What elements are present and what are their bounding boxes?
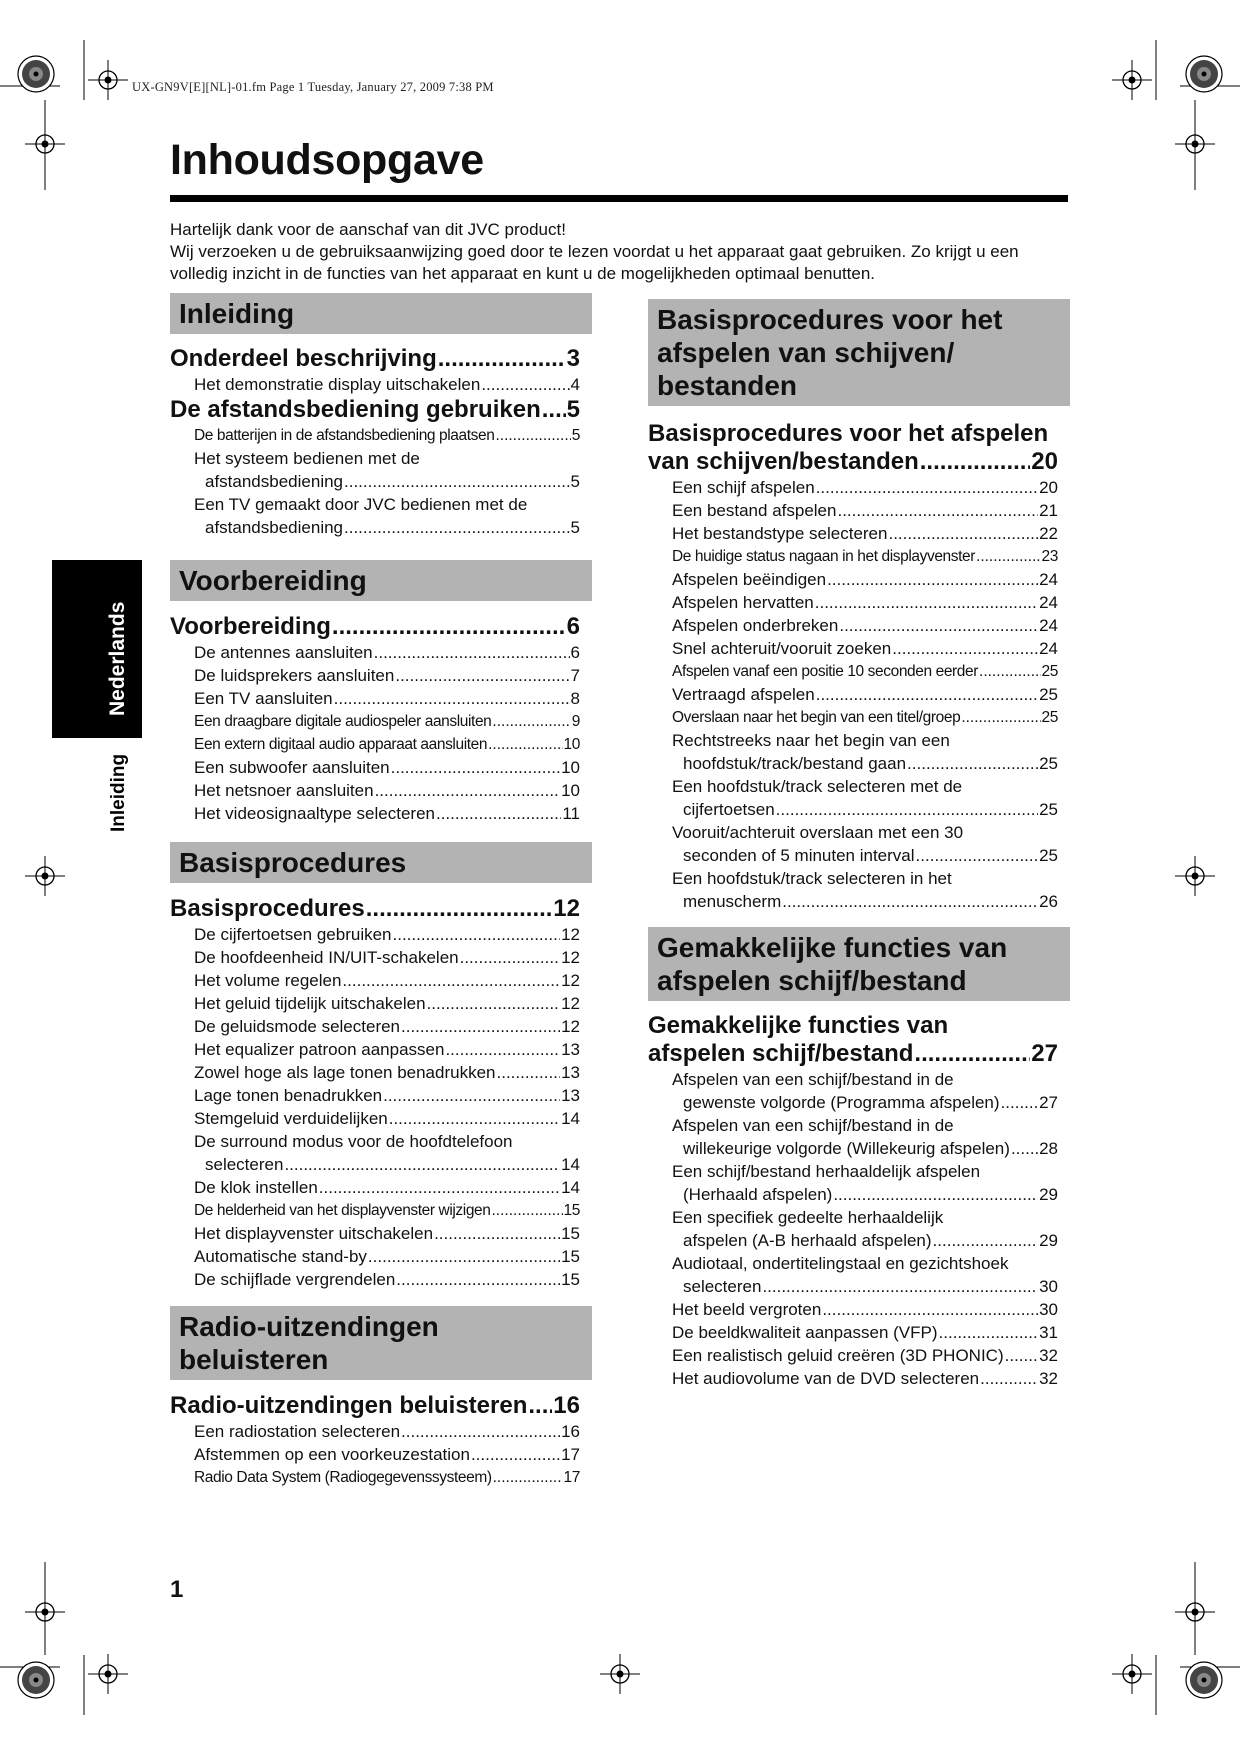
toc-entry[interactable]: afspelen (A-B herhaald afspelen) ..... 29 bbox=[648, 1229, 1058, 1252]
toc-entry[interactable]: Een draagbare digitale audiospeler aansluiten ..... 9 bbox=[170, 710, 580, 733]
toc-entry[interactable]: Het displayvenster uitschakelen ..... 15 bbox=[170, 1222, 580, 1245]
chapter-tab-label: Inleiding bbox=[108, 753, 129, 832]
toc-entry-line[interactable]: Afspelen van een schijf/bestand in de bbox=[672, 1070, 954, 1089]
toc-entry[interactable]: Een radiostation selecteren ..... 16 bbox=[170, 1420, 580, 1443]
registration-crosshair bbox=[25, 856, 65, 896]
section-heading-voorbereiding: Voorbereiding bbox=[170, 560, 592, 601]
toc-entry[interactable]: De afstandsbediening gebruiken ..... 5 bbox=[170, 396, 580, 424]
toc-entry[interactable]: De geluidsmode selecteren ..... 12 bbox=[170, 1015, 580, 1038]
toc-entry[interactable]: Afstemmen op een voorkeuzestation ..... 17 bbox=[170, 1443, 580, 1466]
registration-crosshair bbox=[600, 1654, 640, 1694]
toc-entry[interactable]: gewenste volgorde (Programma afspelen) ..... 27 bbox=[648, 1091, 1058, 1114]
toc-entry[interactable]: De batterijen in de afstandsbediening plaatsen ..... 5 bbox=[170, 424, 580, 447]
toc-entry[interactable]: Het netsnoer aansluiten ..... 10 bbox=[170, 779, 580, 802]
registration-crosshair bbox=[1175, 856, 1215, 896]
toc-entry[interactable]: Overslaan naar het begin van een titel/groep ..... 25 bbox=[648, 706, 1058, 729]
registration-crosshair bbox=[1175, 124, 1215, 164]
toc-entry[interactable]: Een schijf afspelen ..... 20 bbox=[648, 476, 1058, 499]
toc-basisafspelen bbox=[648, 420, 1058, 913]
toc-entry[interactable]: Stemgeluid verduidelijken ..... 14 bbox=[170, 1107, 580, 1130]
section-heading-basisprocedures: Basisprocedures bbox=[170, 842, 592, 883]
toc-basisprocedures bbox=[170, 895, 580, 1291]
toc-entry[interactable]: Het demonstratie display uitschakelen ..... 4 bbox=[170, 373, 580, 396]
toc-entry-line[interactable]: Rechtstreeks naar het begin van een bbox=[672, 731, 950, 750]
toc-entry-line[interactable]: Een specifiek gedeelte herhaaldelijk bbox=[672, 1208, 944, 1227]
toc-entry-line[interactable]: Een TV gemaakt door JVC bedienen met de bbox=[194, 495, 528, 514]
toc-entry[interactable]: Het volume regelen ..... 12 bbox=[170, 969, 580, 992]
registration-rosette bbox=[1186, 56, 1222, 92]
section-heading-radio: Radio-uitzendingen beluisteren bbox=[170, 1306, 592, 1380]
toc-entry[interactable]: De klok instellen ..... 14 bbox=[170, 1176, 580, 1199]
toc-entry[interactable]: Een extern digitaal audio apparaat aansluiten ..... 10 bbox=[170, 733, 580, 756]
toc-entry[interactable]: De huidige status nagaan in het displayvenster ..... 23 bbox=[648, 545, 1058, 568]
toc-entry[interactable]: Zowel hoge als lage tonen benadrukken ..... 13 bbox=[170, 1061, 580, 1084]
toc-entry[interactable]: Afspelen beëindigen ..... 24 bbox=[648, 568, 1058, 591]
toc-entry-line[interactable]: Het systeem bedienen met de bbox=[194, 449, 420, 468]
registration-crosshair bbox=[25, 1592, 65, 1632]
registration-crosshair bbox=[25, 124, 65, 164]
toc-entry[interactable]: De hoofdeenheid IN/UIT-schakelen ..... 12 bbox=[170, 946, 580, 969]
toc-entry[interactable]: Een TV aansluiten ..... 8 bbox=[170, 687, 580, 710]
toc-entry-line[interactable]: Vooruit/achteruit overslaan met een 30 bbox=[672, 823, 964, 842]
toc-entry-line[interactable]: De surround modus voor de hoofdtelefoon bbox=[194, 1132, 513, 1151]
toc-entry[interactable]: Het beeld vergroten ..... 30 bbox=[648, 1298, 1058, 1321]
section-heading-inleiding: Inleiding bbox=[170, 293, 592, 334]
toc-entry[interactable]: (Herhaald afspelen) ..... 29 bbox=[648, 1183, 1058, 1206]
page-number: 1 bbox=[170, 1576, 184, 1603]
toc-entry[interactable]: Vertraagd afspelen ..... 25 bbox=[648, 683, 1058, 706]
toc-entry[interactable]: Onderdeel beschrijving ..... 3 bbox=[170, 345, 580, 373]
toc-entry[interactable]: Radio Data System (Radiogegevenssysteem) ..... 17 bbox=[170, 1466, 580, 1489]
toc-entry[interactable]: De luidsprekers aansluiten ..... 7 bbox=[170, 664, 580, 687]
toc-entry[interactable]: cijfertoetsen ..... 25 bbox=[648, 798, 1058, 821]
toc-entry[interactable]: willekeurige volgorde (Willekeurig afspelen) ..... 28 bbox=[648, 1137, 1058, 1160]
registration-crosshair bbox=[1112, 1654, 1152, 1694]
toc-entry[interactable]: afstandsbediening ..... 5 bbox=[170, 470, 580, 493]
toc-entry[interactable]: Lage tonen benadrukken ..... 13 bbox=[170, 1084, 580, 1107]
file-header: UX-GN9V[E][NL]-01.fm Page 1 Tuesday, January 27, 2009 7:38 PM bbox=[132, 80, 494, 94]
toc-entry[interactable]: Een subwoofer aansluiten ..... 10 bbox=[170, 756, 580, 779]
toc-entry-line[interactable]: Gemakkelijke functies van bbox=[648, 1012, 949, 1039]
toc-entry[interactable]: Het bestandstype selecteren ..... 22 bbox=[648, 522, 1058, 545]
toc-entry[interactable]: Een bestand afspelen ..... 21 bbox=[648, 499, 1058, 522]
toc-entry[interactable]: selecteren ..... 14 bbox=[170, 1153, 580, 1176]
title-rule bbox=[170, 195, 1068, 202]
toc-entry[interactable]: Het videosignaaltype selecteren ..... 11 bbox=[170, 802, 580, 825]
toc-entry[interactable]: Afspelen onderbreken ..... 24 bbox=[648, 614, 1058, 637]
toc-entry[interactable]: Snel achteruit/vooruit zoeken ..... 24 bbox=[648, 637, 1058, 660]
toc-radio bbox=[170, 1392, 580, 1489]
toc-entry[interactable]: De beeldkwaliteit aanpassen (VFP) ..... 31 bbox=[648, 1321, 1058, 1344]
registration-crosshair bbox=[88, 1654, 128, 1694]
registration-rosette bbox=[18, 1662, 54, 1698]
registration-crosshair bbox=[88, 60, 128, 100]
toc-entry[interactable]: De schijflade vergrendelen ..... 15 bbox=[170, 1268, 580, 1291]
language-tab-label: Nederlands bbox=[106, 601, 129, 716]
toc-entry[interactable]: Automatische stand-by ..... 15 bbox=[170, 1245, 580, 1268]
toc-entry[interactable]: Radio-uitzendingen beluisteren ..... 16 bbox=[170, 1392, 580, 1420]
page-title: Inhoudsopgave bbox=[170, 136, 484, 184]
section-heading-gemakkelijk: Gemakkelijke functies van afspelen schijf/bestand bbox=[648, 927, 1070, 1001]
intro-text bbox=[170, 219, 1070, 285]
section-heading-basisafspelen: Basisprocedures voor het afspelen van schijven/ bestanden bbox=[648, 299, 1070, 406]
toc-entry[interactable]: afspelen schijf/bestand ..... 27 bbox=[648, 1040, 1058, 1068]
toc-entry[interactable]: Voorbereiding ..... 6 bbox=[170, 613, 580, 641]
registration-rosette bbox=[1186, 1662, 1222, 1698]
toc-voorbereiding bbox=[170, 613, 580, 825]
toc-entry[interactable]: seconden of 5 minuten interval ..... 25 bbox=[648, 844, 1058, 867]
registration-crosshair bbox=[1175, 1592, 1215, 1632]
toc-entry-line[interactable]: Basisprocedures voor het afspelen bbox=[648, 420, 1049, 447]
toc-entry[interactable]: hoofdstuk/track/bestand gaan ..... 25 bbox=[648, 752, 1058, 775]
toc-entry-line[interactable]: Audiotaal, ondertitelingstaal en gezichtshoek bbox=[672, 1254, 1009, 1273]
registration-rosette bbox=[18, 56, 54, 92]
toc-entry-line[interactable]: Een schijf/bestand herhaaldelijk afspelen bbox=[672, 1162, 981, 1181]
toc-entry[interactable]: Het audiovolume van de DVD selecteren ..... 32 bbox=[648, 1367, 1058, 1390]
toc-entry[interactable]: De helderheid van het displayvenster wijzigen ..... 15 bbox=[170, 1199, 580, 1222]
toc-entry-line[interactable]: Een hoofdstuk/track selecteren in het bbox=[672, 869, 952, 888]
toc-entry[interactable]: selecteren ..... 30 bbox=[648, 1275, 1058, 1298]
toc-entry[interactable]: Basisprocedures ..... 12 bbox=[170, 895, 580, 923]
toc-entry[interactable]: van schijven/bestanden ..... 20 bbox=[648, 448, 1058, 476]
toc-entry[interactable]: De cijfertoetsen gebruiken ..... 12 bbox=[170, 923, 580, 946]
registration-crosshair bbox=[1112, 60, 1152, 100]
toc-gemakkelijk bbox=[648, 1012, 1058, 1390]
toc-entry[interactable]: Het geluid tijdelijk uitschakelen ..... 12 bbox=[170, 992, 580, 1015]
toc-entry[interactable]: Afspelen vanaf een positie 10 seconden eerder ..... 25 bbox=[648, 660, 1058, 683]
toc-entry[interactable]: menuscherm ..... 26 bbox=[648, 890, 1058, 913]
toc-entry-line[interactable]: Afspelen van een schijf/bestand in de bbox=[672, 1116, 954, 1135]
toc-entry[interactable]: Afspelen hervatten ..... 24 bbox=[648, 591, 1058, 614]
intro-line-2: Wij verzoeken u de gebruiksaanwijzing goed door te lezen voordat u het apparaat gaat gebruiken. Zo krijgt u een volledig inzicht in de functies van het apparaat en kunt u de mogelijkheden optimaal benutten. bbox=[170, 242, 1019, 283]
toc-entry[interactable]: afstandsbediening ..... 5 bbox=[170, 516, 580, 539]
toc-inleiding bbox=[170, 345, 580, 539]
toc-entry[interactable]: Het equalizer patroon aanpassen ..... 13 bbox=[170, 1038, 580, 1061]
toc-entry[interactable]: De antennes aansluiten ..... 6 bbox=[170, 641, 580, 664]
toc-entry[interactable]: Een realistisch geluid creëren (3D PHONIC) ..... 32 bbox=[648, 1344, 1058, 1367]
toc-entry-line[interactable]: Een hoofdstuk/track selecteren met de bbox=[672, 777, 963, 796]
intro-line-1: Hartelijk dank voor de aanschaf van dit JVC product! bbox=[170, 220, 566, 239]
